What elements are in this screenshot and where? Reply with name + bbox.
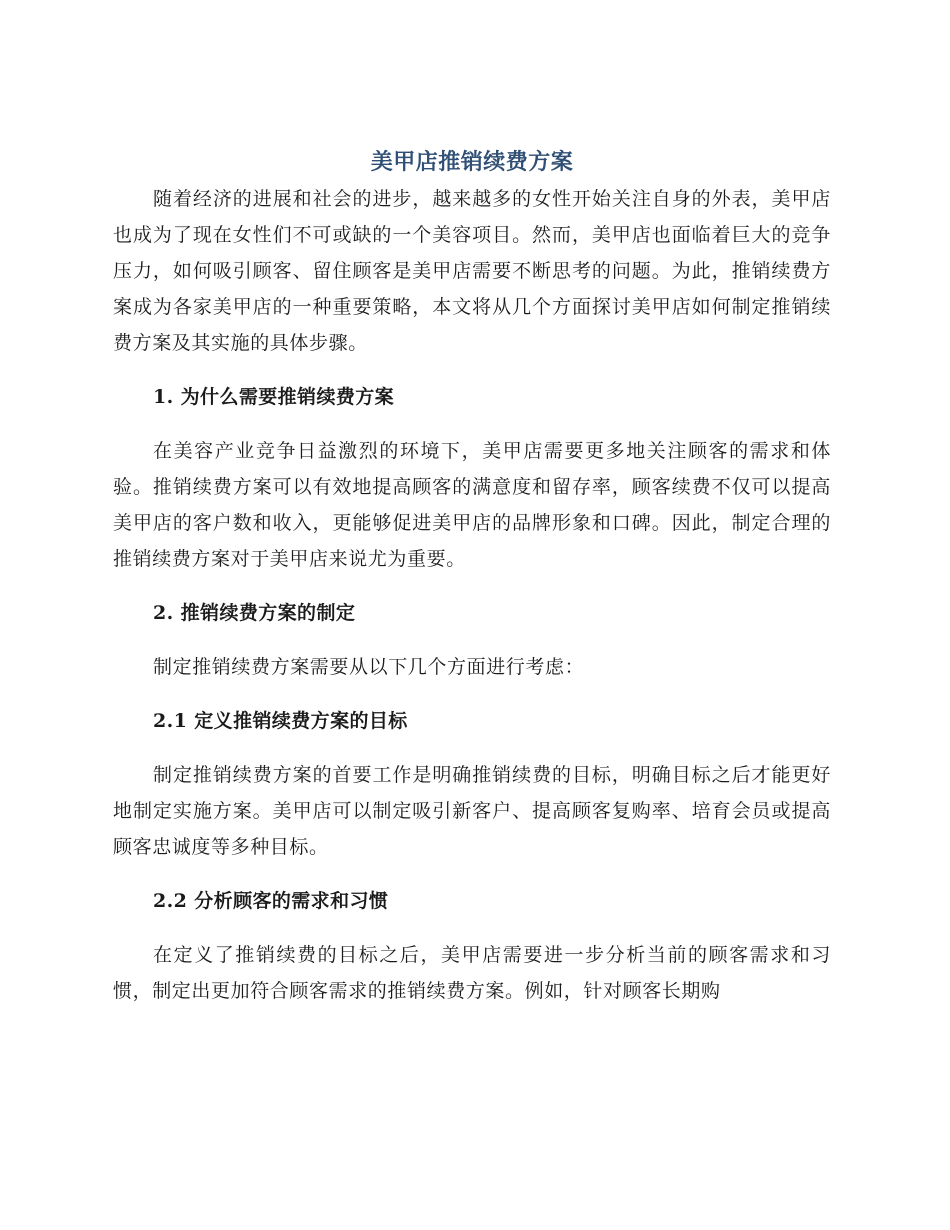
section-2-1-paragraph: 制定推销续费方案的首要工作是明确推销续费的目标，明确目标之后才能更好地制定实施方案。美甲店可以制定吸引新客户、提高顾客复购率、培育会员或提高顾客忠诚度等多种目标。 — [113, 764, 831, 858]
section-2-paragraph: 制定推销续费方案需要从以下几个方面进行考虑： — [153, 656, 585, 678]
section-2-1-heading: 2.1 定义推销续费方案的目标 — [153, 710, 408, 732]
spacer — [113, 865, 831, 883]
spacer — [113, 631, 831, 649]
section-1-heading: 1. 为什么需要推销续费方案 — [153, 386, 395, 408]
spacer — [113, 685, 831, 703]
section-2-2-heading: 2.2 分析顾客的需求和习惯 — [153, 890, 389, 912]
spacer — [113, 739, 831, 757]
section-2-2-paragraph: 在定义了推销续费的目标之后，美甲店需要进一步分析当前的顾客需求和习惯，制定出更加符合顾客需求的推销续费方案。例如，针对顾客长期购 — [113, 944, 831, 1002]
intro-paragraph: 随着经济的进展和社会的进步，越来越多的女性开始关注自身的外表，美甲店也成为了现在女性们不可或缺的一个美容项目。然而，美甲店也面临着巨大的竞争压力，如何吸引顾客、留住顾客是美甲店需要不断思考的问题。为此，推销续费方案成为各家美甲店的一种重要策略，本文将从几个方面探讨美甲店如何制定推销续费方案及其实施的具体步骤。 — [113, 188, 831, 354]
section-2-heading: 2. 推销续费方案的制定 — [153, 602, 356, 624]
section-1-paragraph: 在美容产业竞争日益激烈的环境下，美甲店需要更多地关注顾客的需求和体验。推销续费方案可以有效地提高顾客的满意度和留存率，顾客续费不仅可以提高美甲店的客户数和收入，更能够促进美甲店的品牌形象和口碑。因此，制定合理的推销续费方案对于美甲店来说尤为重要。 — [113, 440, 831, 570]
spacer — [113, 415, 831, 433]
document-content — [113, 145, 831, 1009]
document-title: 美甲店推销续费方案 — [370, 150, 574, 175]
spacer — [113, 577, 831, 595]
spacer — [113, 919, 831, 937]
spacer — [113, 361, 831, 379]
